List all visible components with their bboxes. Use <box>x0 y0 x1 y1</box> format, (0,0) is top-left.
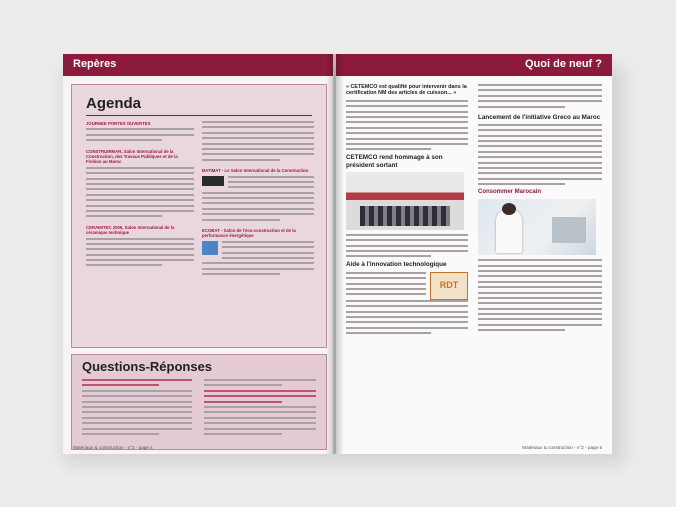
spread-gutter <box>326 54 344 454</box>
right-col-2 <box>478 84 602 335</box>
agenda-col-1 <box>86 121 194 270</box>
reperes-title: Repères <box>73 58 117 70</box>
right-col-1 <box>346 84 468 338</box>
ecobat-logo <box>202 241 218 255</box>
article5-title: Consommer Marocain <box>478 189 542 196</box>
agenda-col-2 <box>202 121 314 279</box>
agenda-item-head: CONSTRUIRMAR, Salon International de la Construction, des Travaux Publiques et de la Finition au Maroc <box>86 148 178 165</box>
lab-photo <box>478 199 596 255</box>
right-footer: Matériaux & construction - n°2 - page 5 <box>522 445 602 450</box>
qa-title: Questions-Réponses <box>82 359 213 374</box>
qa-box <box>71 354 327 450</box>
agenda-title: Agenda <box>86 95 142 112</box>
agenda-item-head: BATIMAT - Le Salon International de la Construction <box>202 168 309 174</box>
reperes-band <box>63 54 333 76</box>
left-page <box>63 54 333 454</box>
agenda-box <box>71 84 327 348</box>
right-page <box>336 54 612 454</box>
rdt-logo: RDT <box>430 272 468 300</box>
article4-title: Lancement de l'initiative Greco au Maroc <box>478 113 601 121</box>
agenda-item-head: ECOBAT - Salon de l'éco-construction et de la performance énergétique <box>202 228 296 239</box>
article1-title: « CETEMCO est qualifié pour intervenir dans la certification NM des articles de cuisson... » <box>346 84 467 97</box>
quoi-de-neuf-title: Quoi de neuf ? <box>525 58 602 70</box>
batimat-logo <box>202 176 224 186</box>
agenda-rule <box>86 115 312 116</box>
agenda-item-head: JOURNEE PORTES OUVERTES <box>86 121 151 126</box>
article2-title: CETEMCO rend hommage à son président sortant <box>346 154 443 169</box>
agenda-item-head: CERAMITEC 2009, Salon International de la céramique technique <box>86 224 175 236</box>
group-photo <box>346 172 464 230</box>
left-footer: Matériaux & construction - n°2 - page 4 <box>73 445 153 450</box>
qa-col-2 <box>204 379 316 438</box>
qa-col-1 <box>82 379 192 438</box>
quoi-de-neuf-band <box>336 54 612 76</box>
article3-title: Aide à l'innovation technologique <box>346 261 447 269</box>
